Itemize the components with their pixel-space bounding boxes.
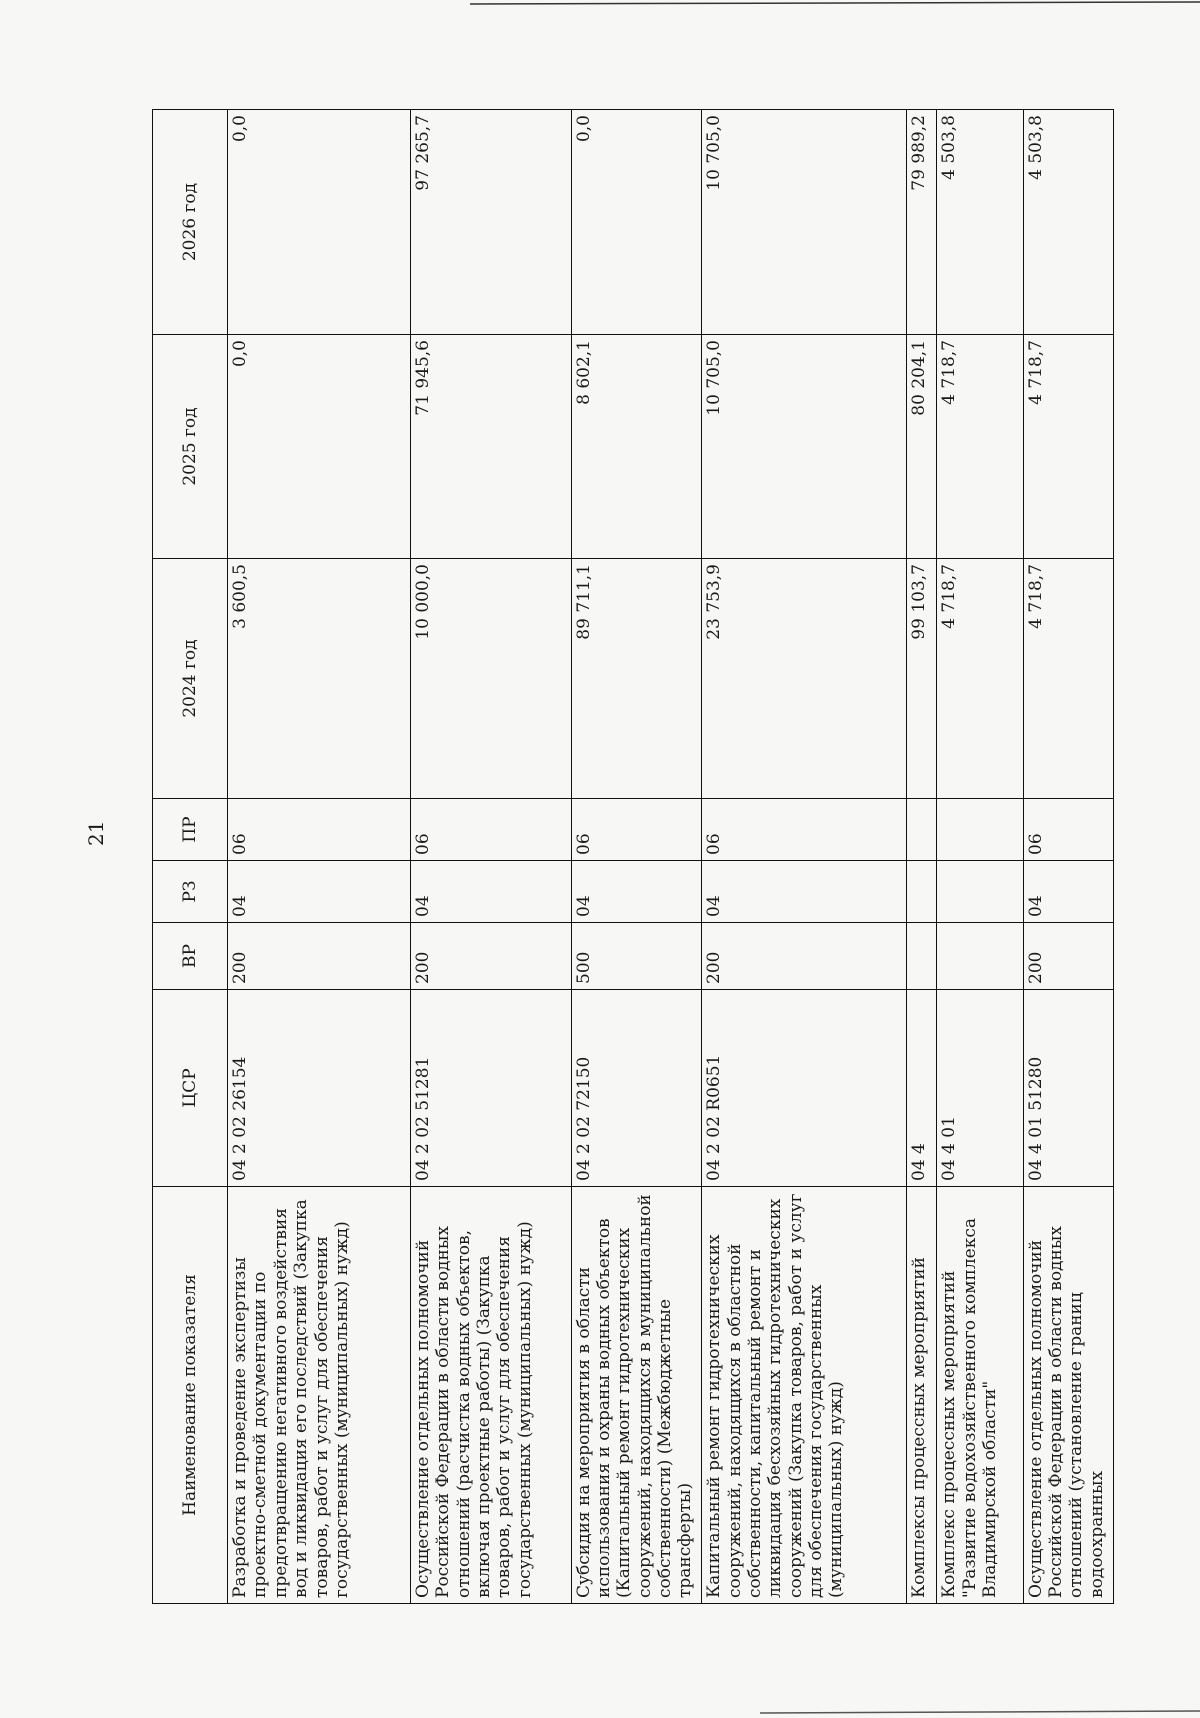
table-row [1023, 110, 1113, 1604]
table-row [937, 110, 1023, 1604]
row-rz: 04 [571, 861, 702, 923]
row-2025: 10 705,0 [702, 335, 907, 559]
header-csr: ЦСР [153, 990, 228, 1187]
row-rz: 04 [410, 861, 571, 923]
row-2026: 79 989,2 [907, 110, 937, 335]
header-vr: ВР [153, 923, 228, 990]
row-pr [937, 799, 1023, 861]
table-header-row [153, 110, 228, 1604]
row-vr: 500 [571, 923, 702, 990]
row-2024: 4 718,7 [937, 559, 1023, 799]
header-name: Наименование показателя [153, 1187, 228, 1604]
rotated-table-wrapper [152, 110, 1114, 1604]
row-name: Субсидия на мероприятия в области использования и охраны водных объектов (Капитальный ремонт гидротехнических сооружений, находящихся в муниципальной собственности) (Межбюджетные трансферты) [571, 1187, 702, 1604]
row-2025: 8 602,1 [571, 335, 702, 559]
row-pr: 06 [702, 799, 907, 861]
row-rz [937, 861, 1023, 923]
row-csr: 04 4 01 51280 [1023, 990, 1113, 1187]
row-name: Капитальный ремонт гидротехнических сооружений, находящихся в областной собственности, капитальный ремонт и ликвидация бесхозяйных гидротехнических сооружений (Закупка товаров, работ и услуг для обеспечения государственных (муниципальных) нужд) [702, 1187, 907, 1604]
table-row [410, 110, 571, 1604]
row-2024: 99 103,7 [907, 559, 937, 799]
row-2024: 89 711,1 [571, 559, 702, 799]
row-csr: 04 4 [907, 990, 937, 1187]
table-row [907, 110, 937, 1604]
row-csr: 04 2 02 72150 [571, 990, 702, 1187]
row-pr: 06 [571, 799, 702, 861]
row-2026: 97 265,7 [410, 110, 571, 335]
row-csr: 04 2 02 26154 [228, 990, 411, 1187]
row-name: Разработка и проведение экспертизы проектно-сметной документации по предотвращению негативного воздействия вод и ликвидация его последствий (Закупка товаров, работ и услуг для обеспечения государственных (муниципальных) нужд) [228, 1187, 411, 1604]
row-2024: 23 753,9 [702, 559, 907, 799]
row-pr: 06 [1023, 799, 1113, 861]
row-csr: 04 4 01 [937, 990, 1023, 1187]
row-2025: 80 204,1 [907, 335, 937, 559]
row-name: Комплекс процессных мероприятий "Развитие водохозяйственного комплекса Владимирской области" [937, 1187, 1023, 1604]
row-rz: 04 [228, 861, 411, 923]
row-vr: 200 [228, 923, 411, 990]
row-2026: 0,0 [228, 110, 411, 335]
row-csr: 04 2 02 R0651 [702, 990, 907, 1187]
row-2026: 4 503,8 [1023, 110, 1113, 335]
row-rz [907, 861, 937, 923]
header-rz: РЗ [153, 861, 228, 923]
table-row [702, 110, 907, 1604]
row-2025: 4 718,7 [937, 335, 1023, 559]
header-2024: 2024 год [153, 559, 228, 799]
row-name: Комплексы процессных мероприятий [907, 1187, 937, 1604]
row-2026: 10 705,0 [702, 110, 907, 335]
table-row [228, 110, 411, 1604]
row-pr [907, 799, 937, 861]
header-2026: 2026 год [153, 110, 228, 335]
row-vr [907, 923, 937, 990]
row-pr: 06 [410, 799, 571, 861]
row-vr: 200 [410, 923, 571, 990]
row-vr [937, 923, 1023, 990]
header-2025: 2025 год [153, 335, 228, 559]
row-csr: 04 2 02 51281 [410, 990, 571, 1187]
row-2026: 0,0 [571, 110, 702, 335]
row-2024: 3 600,5 [228, 559, 411, 799]
row-rz: 04 [702, 861, 907, 923]
row-name: Осуществление отдельных полномочий Российской Федерации в области водных отношений (установление границ водоохранных [1023, 1187, 1113, 1604]
row-2025: 4 718,7 [1023, 335, 1113, 559]
row-name: Осуществление отдельных полномочий Российской Федерации в области водных отношений (расчистка водных объектов, включая проектные работы) (Закупка товаров, работ и услуг для обеспечения государственных (муниципальных) нужд) [410, 1187, 571, 1604]
budget-table [152, 109, 1114, 1604]
row-2024: 10 000,0 [410, 559, 571, 799]
row-pr: 06 [228, 799, 411, 861]
table-row [571, 110, 702, 1604]
row-2025: 71 945,6 [410, 335, 571, 559]
row-2026: 4 503,8 [937, 110, 1023, 335]
row-vr: 200 [702, 923, 907, 990]
row-2024: 4 718,7 [1023, 559, 1113, 799]
row-vr: 200 [1023, 923, 1113, 990]
page-number: 21 [84, 820, 108, 846]
row-rz: 04 [1023, 861, 1113, 923]
header-pr: ПР [153, 799, 228, 861]
row-2025: 0,0 [228, 335, 411, 559]
